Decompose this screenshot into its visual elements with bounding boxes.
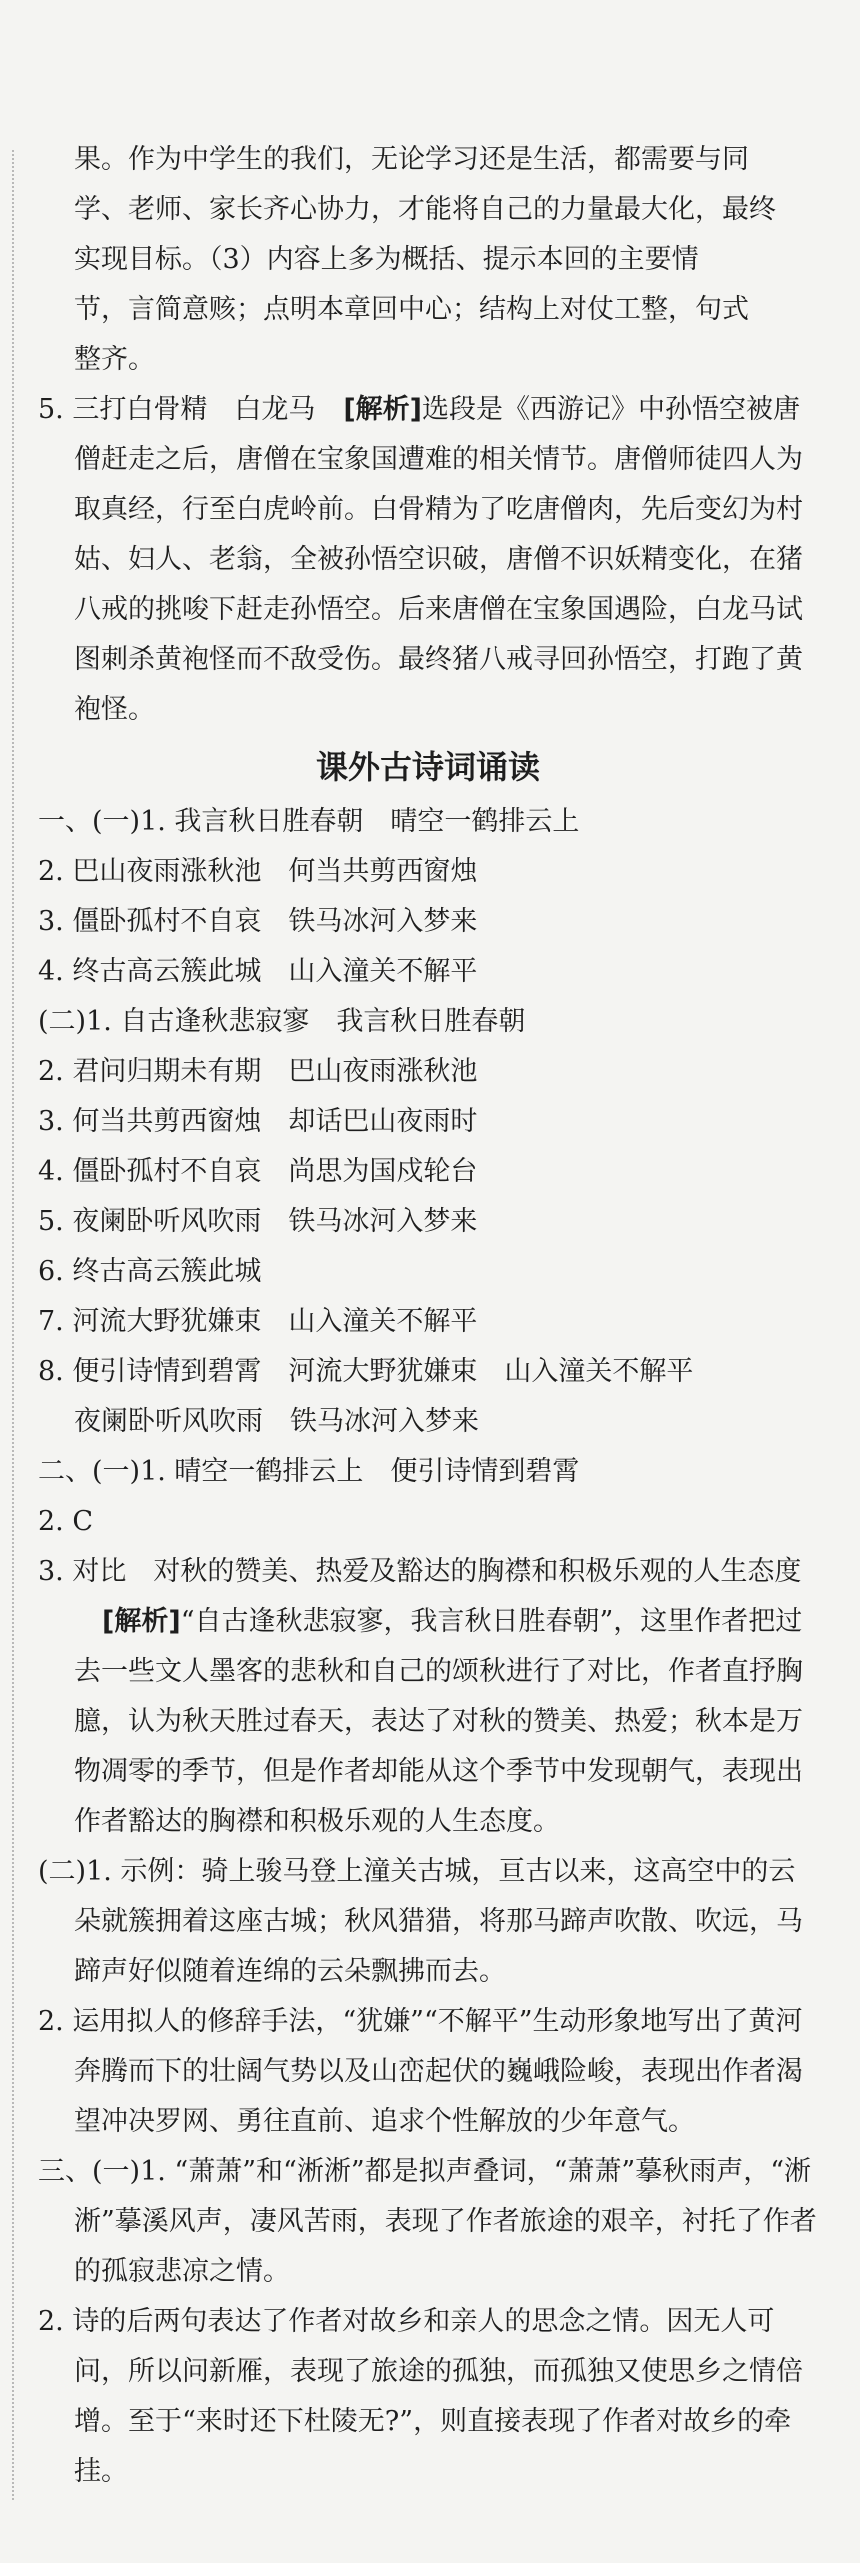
analysis-tag: [解析] xyxy=(102,1606,181,1637)
answer-line: (二)1. 自古逢秋悲寂寥 我言秋日胜春朝 xyxy=(38,1006,526,1037)
analysis-text: 被唐僧赶走之后，唐僧在宝象国遭难的相关情节。唐僧师徒四人为取真经，行至白虎岭前。白骨精为了吃唐僧肉，先后变幻为村姑、妇人、老翁，全被孙悟空识破，唐僧不识妖精变化，在猪八戒的挑唆下赶走孙悟空。后来唐僧在宝象国遇险，白龙马试图刺杀黄袍怪而不敌受伤。最终猪八戒寻回孙悟空，打跑了黄袍怪。 xyxy=(74,394,803,725)
answer-item: 三、(一)1. “萧萧”和“淅淅”都是拟声叠词，“萧萧”摹秋雨声，“淅淅”摹溪风声，凄风苦雨，表现了作者旅途的艰辛，衬托了作者的孤寂悲凉之情。 xyxy=(38,2156,817,2287)
answer-line: 8. 便引诗情到碧霄 河流大野犹嫌束 山入潼关不解平 xyxy=(38,1356,694,1387)
answer-line: 一、(一)1. 我言秋日胜春朝 晴空一鹤排云上 xyxy=(38,806,580,837)
binding-dotted-line xyxy=(12,150,14,2500)
part-one-answers xyxy=(38,797,818,1447)
answer-text: 3. 对比 对秋的赞美、热爱及豁达的胸襟和积极乐观的人生态度 xyxy=(38,1556,802,1587)
answer-item xyxy=(38,1547,818,1847)
text-line: 学、老师、家长齐心协力，才能将自己的力量最大化，最终 xyxy=(74,194,776,225)
section-title: 课外古诗词诵读 xyxy=(315,748,540,786)
answer-item: (二)1. 示例：骑上骏马登上潼关古城，亘古以来，这高空中的云朵就簇拥着这座古城；秋风猎猎，将那马蹄声吹散、吹远，马蹄声好似随着连绵的云朵飘拂而去。 xyxy=(38,1856,803,1987)
answer-line: 二、(一)1. 晴空一鹤排云上 便引诗情到碧霄 xyxy=(38,1456,580,1487)
answer-line: 夜阑卧听风吹雨 铁马冰河入梦来 xyxy=(74,1406,479,1437)
analysis-text: “自古逢秋悲寂寥，我言秋日胜春朝”，这里作者把过去一些文人墨客的悲秋和自己的颂秋进行了对比，作者直抒胸臆，认为秋天胜过春天，表达了对秋的赞美、热爱；秋本是万物凋零的季节，但是作者却能从这个季节中发现朝气，表现出作者豁达的胸襟和积极乐观的人生态度。 xyxy=(74,1606,803,1837)
answer-page xyxy=(38,135,818,2497)
continued-answer-block xyxy=(38,135,818,385)
analysis-text: 选段是《西游记》中孙悟空 xyxy=(422,394,747,425)
answer-line: 7. 河流大野犹嫌束 山入潼关不解平 xyxy=(38,1306,478,1337)
part-two-answers xyxy=(38,1447,818,2147)
answer-line: 3. 僵卧孤村不自哀 铁马冰河入梦来 xyxy=(38,906,478,937)
answer-item-5 xyxy=(38,385,818,735)
answer-text: 5. 三打白骨精 白龙马 xyxy=(38,394,316,425)
answer-line: 2. C xyxy=(38,1506,94,1537)
answer-line: 4. 终古高云簇此城 山入潼关不解平 xyxy=(38,956,478,987)
answer-line: 5. 夜阑卧听风吹雨 铁马冰河入梦来 xyxy=(38,1206,478,1237)
answer-item: 2. 诗的后两句表达了作者对故乡和亲人的思念之情。因无人可问，所以问新雁，表现了旅途的孤独，而孤独又使思乡之情倍增。至于“来时还下杜陵无?”，则直接表现了作者对故乡的牵挂。 xyxy=(38,2306,803,2487)
text-line: 实现目标。（3）内容上多为概括、提示本回的主要情 xyxy=(74,244,699,275)
analysis-tag: [解析] xyxy=(343,394,423,425)
answer-line: 3. 何当共剪西窗烛 却话巴山夜雨时 xyxy=(38,1106,478,1137)
answer-line: 4. 僵卧孤村不自哀 尚思为国戍轮台 xyxy=(38,1156,478,1187)
answer-line: 2. 君问归期未有期 巴山夜雨涨秋池 xyxy=(38,1056,478,1087)
part-three-answers xyxy=(38,2147,818,2497)
text-line: 节，言简意赅；点明本章回中心；结构上对仗工整，句式 xyxy=(74,294,749,325)
answer-line: 6. 终古高云簇此城 xyxy=(38,1256,262,1287)
text-line: 果。作为中学生的我们，无论学习还是生活，都需要与同 xyxy=(74,144,749,175)
answer-line: 2. 巴山夜雨涨秋池 何当共剪西窗烛 xyxy=(38,856,478,887)
text-line: 整齐。 xyxy=(74,344,155,375)
answer-item: 2. 运用拟人的修辞手法，“犹嫌”“不解平”生动形象地写出了黄河奔腾而下的壮阔气势以及山峦起伏的巍峨险峻，表现出作者渴望冲决罗网、勇往直前、追求个性解放的少年意气。 xyxy=(38,2006,803,2137)
